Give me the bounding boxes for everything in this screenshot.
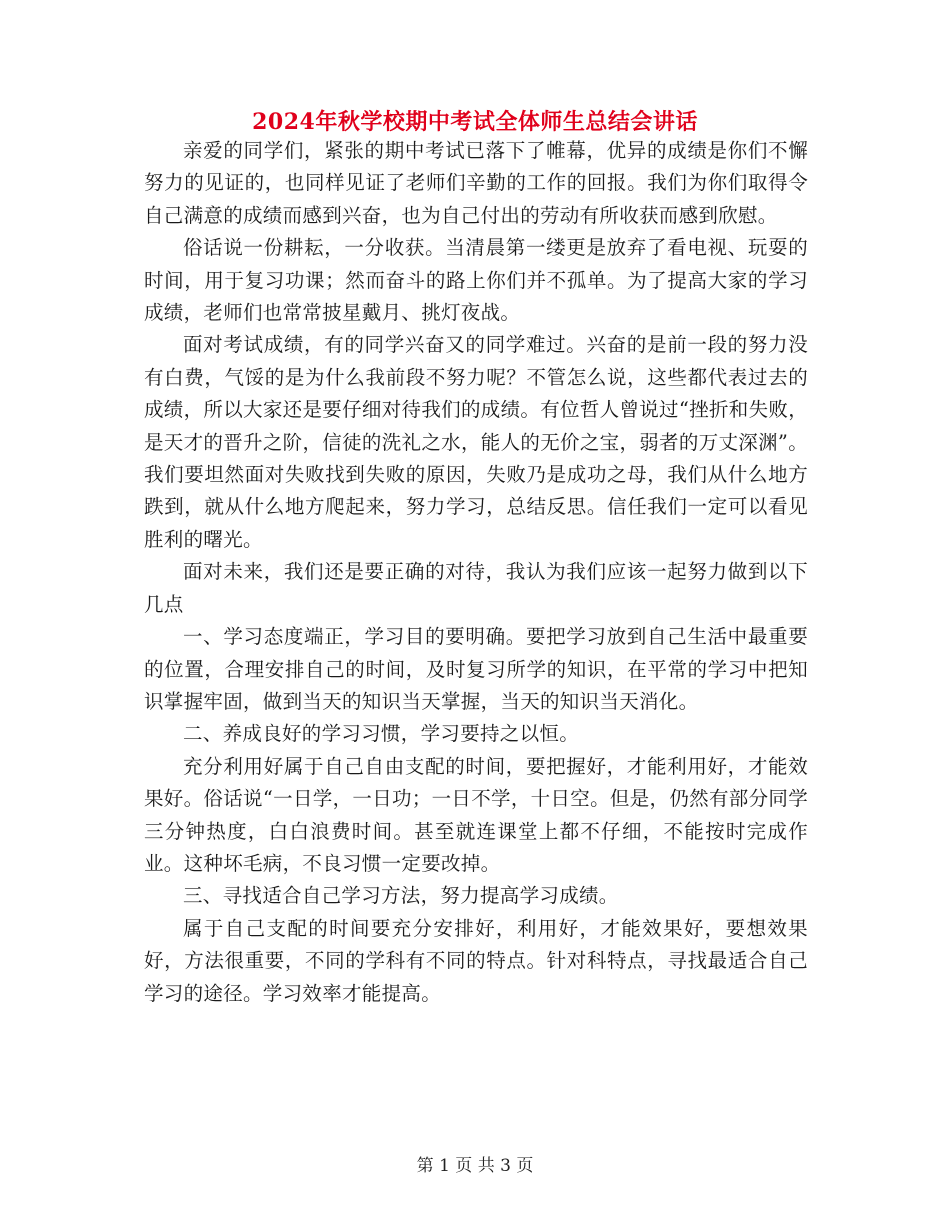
paragraph: 二、养成良好的学习习惯，学习要持之以恒。 [183,722,580,746]
paragraph: 一、学习态度端正，学习目的要明确。要把学习放到自己生活中最重要的位置，合理安排自己的时间，及时复习所学的知识，在平常的学习中把知识掌握牢固，做到当天的知识当天掌握，当天的知识当天消化。 [144,625,808,713]
document-body [144,135,808,1010]
paragraph: 三、寻找适合自己学习方法，努力提高学习成绩。 [183,884,619,908]
paragraph: 属于自己支配的时间要充分安排好，利用好，才能效果好，要想效果好，方法很重要，不同的学科有不同的特点。针对科特点，寻找最适合自己学习的途径。学习效率才能提高。 [144,916,808,1005]
document-title: 2024年秋学校期中考试全体师生总结会讲话 [252,109,698,135]
paragraph: 俗话说一份耕耘，一分收获。当清晨第一缕更是放弃了看电视、玩耍的时间，用于复习功课；然而奋斗的路上你们并不孤单。为了提高大家的学习成绩，老师们也常常披星戴月、挑灯夜战。 [144,236,808,325]
page-number-footer: 第 1 页 共 3 页 [416,1156,534,1176]
paragraph: 面对考试成绩，有的同学兴奋又的同学难过。兴奋的是前一段的努力没有白费，气馁的是为什么我前段不努力呢？不管怎么说，这些都代表过去的成绩，所以大家还是要仔细对待我们的成绩。有位哲人曾说过“挫折和失败，是天才的晋升之阶，信徒的洗礼之水，能人的无价之宝，弱者的万丈深渊”。我们要坦然面对失败找到失败的原因，失败乃是成功之母，我们从什么地方跌到，就从什么地方爬起来，努力学习，总结反思。信任我们一定可以看见胜利的曙光。 [144,333,808,551]
paragraph: 面对未来，我们还是要正确的对待，我认为我们应该一起努力做到以下几点 [144,560,808,616]
paragraph: 充分利用好属于自己自由支配的时间，要把握好，才能利用好，才能效果好。俗话说“一日学，一日功；一日不学，十日空。但是，仍然有部分同学三分钟热度，白白浪费时间。甚至就连课堂上都不仔细，不能按时完成作业。这种坏毛病，不良习惯一定要改掉。 [144,754,808,875]
paragraph: 亲爱的同学们，紧张的期中考试已落下了帷幕，优异的成绩是你们不懈努力的见证的，也同样见证了老师们辛勤的工作的回报。我们为你们取得令自己满意的成绩而感到兴奋，也为自己付出的劳动有所收获而感到欣慰。 [144,139,808,227]
